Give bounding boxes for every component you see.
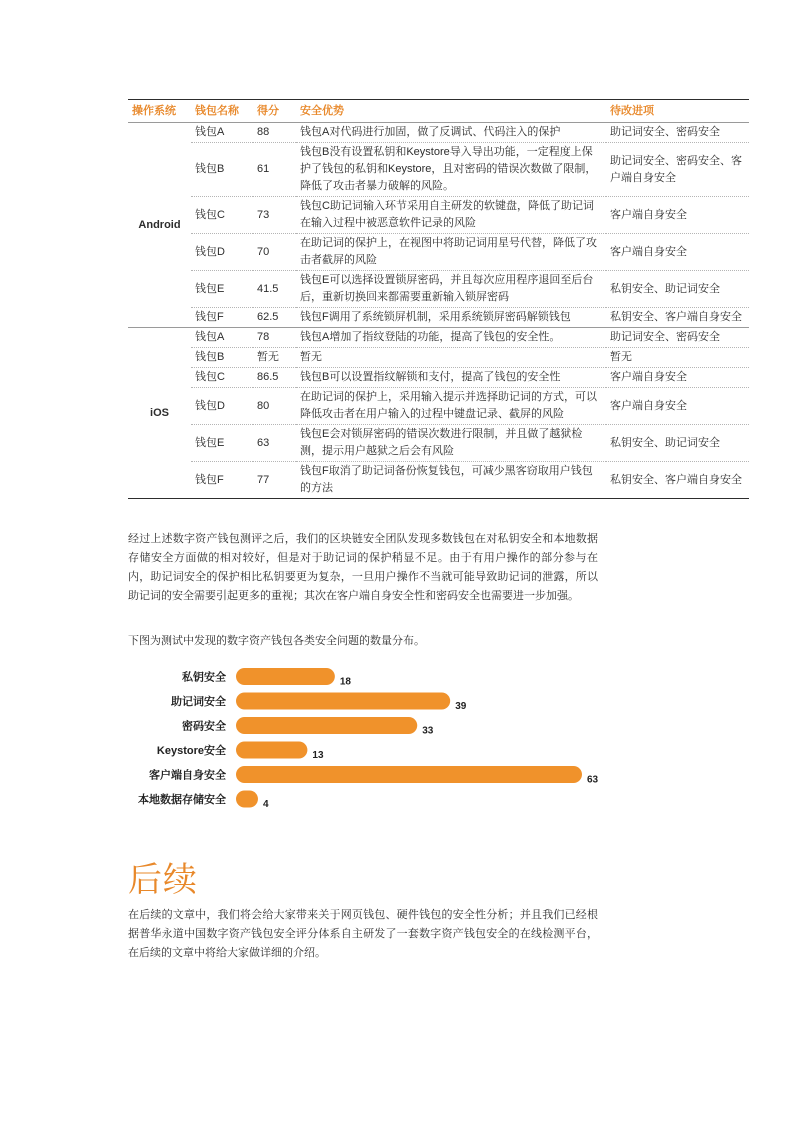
wallet-name-cell: 钱包B bbox=[191, 348, 253, 368]
value-label: 39 bbox=[455, 701, 467, 712]
improve-cell: 私钥安全、客户端自身安全 bbox=[606, 462, 749, 499]
score-cell: 77 bbox=[253, 462, 296, 499]
value-label: 33 bbox=[422, 725, 434, 737]
wallet-security-table bbox=[128, 99, 749, 499]
wallet-name-cell: 钱包C bbox=[191, 368, 253, 388]
header-advantage: 安全优势 bbox=[296, 100, 606, 123]
bar bbox=[236, 766, 582, 783]
header-os: 操作系统 bbox=[128, 100, 191, 123]
header-improve: 待改进项 bbox=[606, 100, 749, 123]
advantage-cell: 钱包A增加了指纹登陆的功能，提高了钱包的安全性。 bbox=[296, 328, 606, 348]
table-row bbox=[128, 143, 749, 197]
advantage-cell: 钱包A对代码进行加固，做了反调试、代码注入的保护 bbox=[296, 123, 606, 143]
os-cell: Android bbox=[128, 123, 191, 328]
os-cell: iOS bbox=[128, 328, 191, 499]
advantage-cell: 暂无 bbox=[296, 348, 606, 368]
chart-intro-paragraph: 下图为测试中发现的数字资产钱包各类安全问题的数量分布。 bbox=[128, 635, 425, 647]
table-row bbox=[128, 234, 749, 271]
improve-cell: 客户端自身安全 bbox=[606, 368, 749, 388]
table-row bbox=[128, 388, 749, 425]
wallet-name-cell: 钱包F bbox=[191, 308, 253, 328]
value-label: 13 bbox=[312, 750, 324, 761]
wallet-name-cell: 钱包E bbox=[191, 271, 253, 308]
score-cell: 41.5 bbox=[253, 271, 296, 308]
advantage-cell: 钱包C助记词输入环节采用自主研发的软键盘，降低了助记词在输入过程中被恶意软件记录的风险 bbox=[296, 197, 606, 234]
table-row bbox=[128, 328, 749, 348]
table-row bbox=[128, 425, 749, 462]
wallet-name-cell: 钱包E bbox=[191, 425, 253, 462]
improve-cell: 助记词安全、密码安全、客户端自身安全 bbox=[606, 143, 749, 197]
category-label: 客户端自身安全 bbox=[149, 769, 226, 782]
score-cell: 78 bbox=[253, 328, 296, 348]
improve-cell: 客户端自身安全 bbox=[606, 234, 749, 271]
improve-cell: 助记词安全、密码安全 bbox=[606, 123, 749, 143]
advantage-cell: 钱包B可以设置指纹解锁和支付，提高了钱包的安全性 bbox=[296, 368, 606, 388]
category-label: 密码安全 bbox=[182, 720, 226, 733]
table-body bbox=[128, 123, 749, 499]
score-cell: 61 bbox=[253, 143, 296, 197]
followup-paragraph: 在后续的文章中，我们将会给大家带来关于网页钱包、硬件钱包的安全性分析；并且我们已经根据普华永道中国数字资产钱包安全评分体系自主研发了一套数字资产钱包安全的在线检测平台，在后续的文章中将给大家做详细的介绍。 bbox=[128, 909, 598, 959]
advantage-cell: 钱包F调用了系统锁屏机制，采用系统锁屏密码解锁钱包 bbox=[296, 308, 606, 328]
wallet-name-cell: 钱包D bbox=[191, 234, 253, 271]
wallet-name-cell: 钱包F bbox=[191, 462, 253, 499]
improve-cell: 私钥安全、助记词安全 bbox=[606, 271, 749, 308]
score-cell: 63 bbox=[253, 425, 296, 462]
followup-heading: 后续 bbox=[128, 860, 198, 900]
improve-cell: 客户端自身安全 bbox=[606, 197, 749, 234]
value-label: 18 bbox=[339, 676, 351, 688]
advantage-cell: 钱包E会对锁屏密码的错误次数进行限制，并且做了越狱检测，提示用户越狱之后会有风险 bbox=[296, 425, 606, 462]
header-score: 得分 bbox=[253, 100, 296, 123]
score-cell: 62.5 bbox=[253, 308, 296, 328]
table-row bbox=[128, 123, 749, 143]
improve-cell: 私钥安全、客户端自身安全 bbox=[606, 308, 749, 328]
advantage-cell: 在助记词的保护上，采用输入提示并选择助记词的方式，可以降低攻击者在用户输入的过程中键盘记录、截屏的风险 bbox=[296, 388, 606, 425]
value-label: 63 bbox=[587, 774, 599, 786]
score-cell: 80 bbox=[253, 388, 296, 425]
wallet-name-cell: 钱包A bbox=[191, 123, 253, 143]
score-cell: 86.5 bbox=[253, 368, 296, 388]
score-cell: 73 bbox=[253, 197, 296, 234]
wallet-name-cell: 钱包A bbox=[191, 328, 253, 348]
score-cell: 暂无 bbox=[253, 348, 296, 368]
bar bbox=[236, 693, 450, 710]
score-cell: 88 bbox=[253, 123, 296, 143]
table-row bbox=[128, 348, 749, 368]
improve-cell: 私钥安全、助记词安全 bbox=[606, 425, 749, 462]
category-label: 本地数据存储安全 bbox=[138, 794, 226, 806]
table-row bbox=[128, 308, 749, 328]
category-label: Keystore安全 bbox=[156, 745, 226, 757]
improve-cell: 助记词安全、密码安全 bbox=[606, 328, 749, 348]
header-wallet: 钱包名称 bbox=[191, 100, 253, 123]
wallet-name-cell: 钱包B bbox=[191, 143, 253, 197]
value-label: 4 bbox=[262, 799, 269, 810]
security-issue-bar-chart bbox=[128, 660, 628, 810]
advantage-cell: 钱包F取消了助记词备份恢复钱包，可减少黑客窃取用户钱包的方法 bbox=[296, 462, 606, 499]
bar bbox=[236, 717, 417, 734]
improve-cell: 暂无 bbox=[606, 348, 749, 368]
bar bbox=[236, 791, 258, 808]
wallet-name-cell: 钱包C bbox=[191, 197, 253, 234]
advantage-cell: 钱包E可以选择设置锁屏密码，并且每次应用程序退回至后台后，重新切换回来都需要重新输入锁屏密码 bbox=[296, 271, 606, 308]
score-cell: 70 bbox=[253, 234, 296, 271]
table-header bbox=[128, 100, 749, 123]
category-label: 私钥安全 bbox=[182, 671, 226, 684]
summary-paragraph: 经过上述数字资产钱包测评之后，我们的区块链安全团队发现多数钱包在对私钥安全和本地数据存储安全方面做的相对较好，但是对于助记词的保护稍显不足。由于有用户操作的部分参与在内，助记词安全的保护相比私钥要更为复杂，一旦用户操作不当就可能导致助记词的泄露，所以助记词的安全需要引起更多的重视；其次在客户端自身安全性和密码安全也需要进一步加强。 bbox=[128, 533, 598, 602]
table-row bbox=[128, 271, 749, 308]
advantage-cell: 钱包B没有设置私钥和Keystore导入导出功能，一定程度上保护了钱包的私钥和Keystore，且对密码的错误次数做了限制，降低了攻击者暴力破解的风险。 bbox=[296, 143, 606, 197]
category-label: 助记词安全 bbox=[171, 696, 226, 708]
table-row bbox=[128, 462, 749, 499]
table-row bbox=[128, 197, 749, 234]
wallet-name-cell: 钱包D bbox=[191, 388, 253, 425]
bar bbox=[236, 668, 335, 685]
improve-cell: 客户端自身安全 bbox=[606, 388, 749, 425]
advantage-cell: 在助记词的保护上，在视图中将助记词用星号代替，降低了攻击者截屏的风险 bbox=[296, 234, 606, 271]
bar bbox=[236, 742, 307, 759]
table-row bbox=[128, 368, 749, 388]
